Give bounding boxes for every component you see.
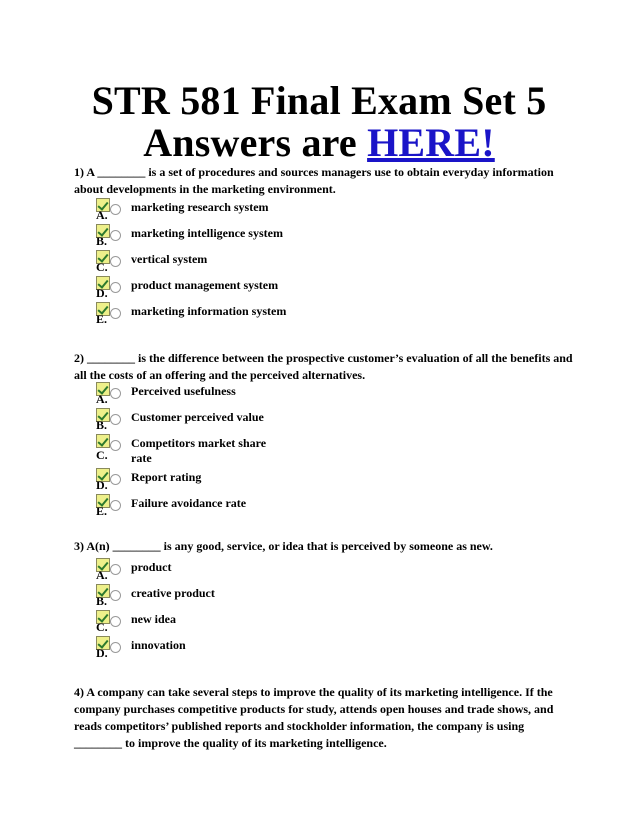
q3-option-b[interactable] (96, 584, 496, 610)
option-text: product management system (131, 278, 279, 292)
radio-button[interactable] (110, 388, 121, 399)
option-letter: C. (96, 260, 108, 274)
option-letter: D. (96, 646, 108, 660)
radio-button[interactable] (110, 642, 121, 653)
question-1-text: 1) A ________ is a set of procedures and sources managers use to obtain everyday information about developments in the marketing environment. (74, 165, 554, 196)
q2-option-d[interactable] (96, 468, 496, 494)
option-text: marketing information system (131, 304, 287, 318)
option-letter: A. (96, 392, 108, 406)
radio-button[interactable] (110, 230, 121, 241)
option-text: Customer perceived value (131, 410, 264, 424)
option-letter: B. (96, 234, 108, 248)
option-text: Failure avoidance rate (131, 496, 247, 510)
q3-option-d[interactable] (96, 636, 496, 662)
option-letter: C. (96, 448, 108, 462)
question-3-text: 3) A(n) ________ is any good, service, or idea that is perceived by someone as new. (74, 539, 493, 553)
q1-option-e[interactable] (96, 302, 496, 328)
question-2-text: 2) ________ is the difference between the prospective customer’s evaluation of all the benefits and all the costs of an offering and the perceived alternatives. (74, 351, 573, 382)
option-letter: D. (96, 478, 108, 492)
q2-option-c[interactable] (96, 434, 496, 466)
q2-option-e[interactable] (96, 494, 496, 520)
answer-check-icon (96, 434, 110, 448)
page-title: STR 581 Final Exam Set 5 (91, 78, 547, 123)
option-letter: A. (96, 568, 108, 582)
option-letter: A. (96, 208, 108, 222)
option-text: product (131, 560, 172, 574)
q3-option-c[interactable] (96, 610, 496, 636)
q3-option-a[interactable] (96, 558, 496, 584)
option-letter: E. (96, 312, 108, 326)
option-text: innovation (131, 638, 186, 652)
radio-button[interactable] (110, 616, 121, 627)
radio-button[interactable] (110, 204, 121, 215)
option-text: new idea (131, 612, 176, 626)
radio-button[interactable] (110, 590, 121, 601)
option-letter: C. (96, 620, 108, 634)
radio-button[interactable] (110, 308, 121, 319)
radio-button[interactable] (110, 414, 121, 425)
option-letter: E. (96, 504, 108, 518)
option-text: marketing research system (131, 200, 269, 214)
option-letter: B. (96, 594, 108, 608)
option-text: Perceived usefulness (131, 384, 236, 398)
here-link[interactable]: HERE! (367, 120, 495, 165)
q1-option-c[interactable] (96, 250, 496, 276)
option-text: Report rating (131, 470, 202, 484)
option-letter: D. (96, 286, 108, 300)
page-subtitle (0, 120, 638, 166)
radio-button[interactable] (110, 440, 121, 451)
q1-option-a[interactable] (96, 198, 496, 224)
subtitle-prefix: Answers are (143, 120, 368, 165)
option-text: Competitors market share rate (131, 436, 267, 465)
option-text: creative product (131, 586, 215, 600)
q1-option-d[interactable] (96, 276, 496, 302)
radio-button[interactable] (110, 500, 121, 511)
option-text: marketing intelligence system (131, 226, 283, 240)
option-letter: B. (96, 418, 108, 432)
radio-button[interactable] (110, 256, 121, 267)
question-4-text: 4) A company can take several steps to improve the quality of its marketing intelligence. If the company purchases competitive products for study, attends open houses and trade shows, and reads competitors’ published reports and stockholder information, the company is using ________ to improve the quality of its marketing intelligence. (74, 685, 554, 750)
q1-option-b[interactable] (96, 224, 496, 250)
q2-option-b[interactable] (96, 408, 496, 434)
radio-button[interactable] (110, 474, 121, 485)
radio-button[interactable] (110, 564, 121, 575)
radio-button[interactable] (110, 282, 121, 293)
option-text: vertical system (131, 252, 208, 266)
q2-option-a[interactable] (96, 382, 496, 408)
